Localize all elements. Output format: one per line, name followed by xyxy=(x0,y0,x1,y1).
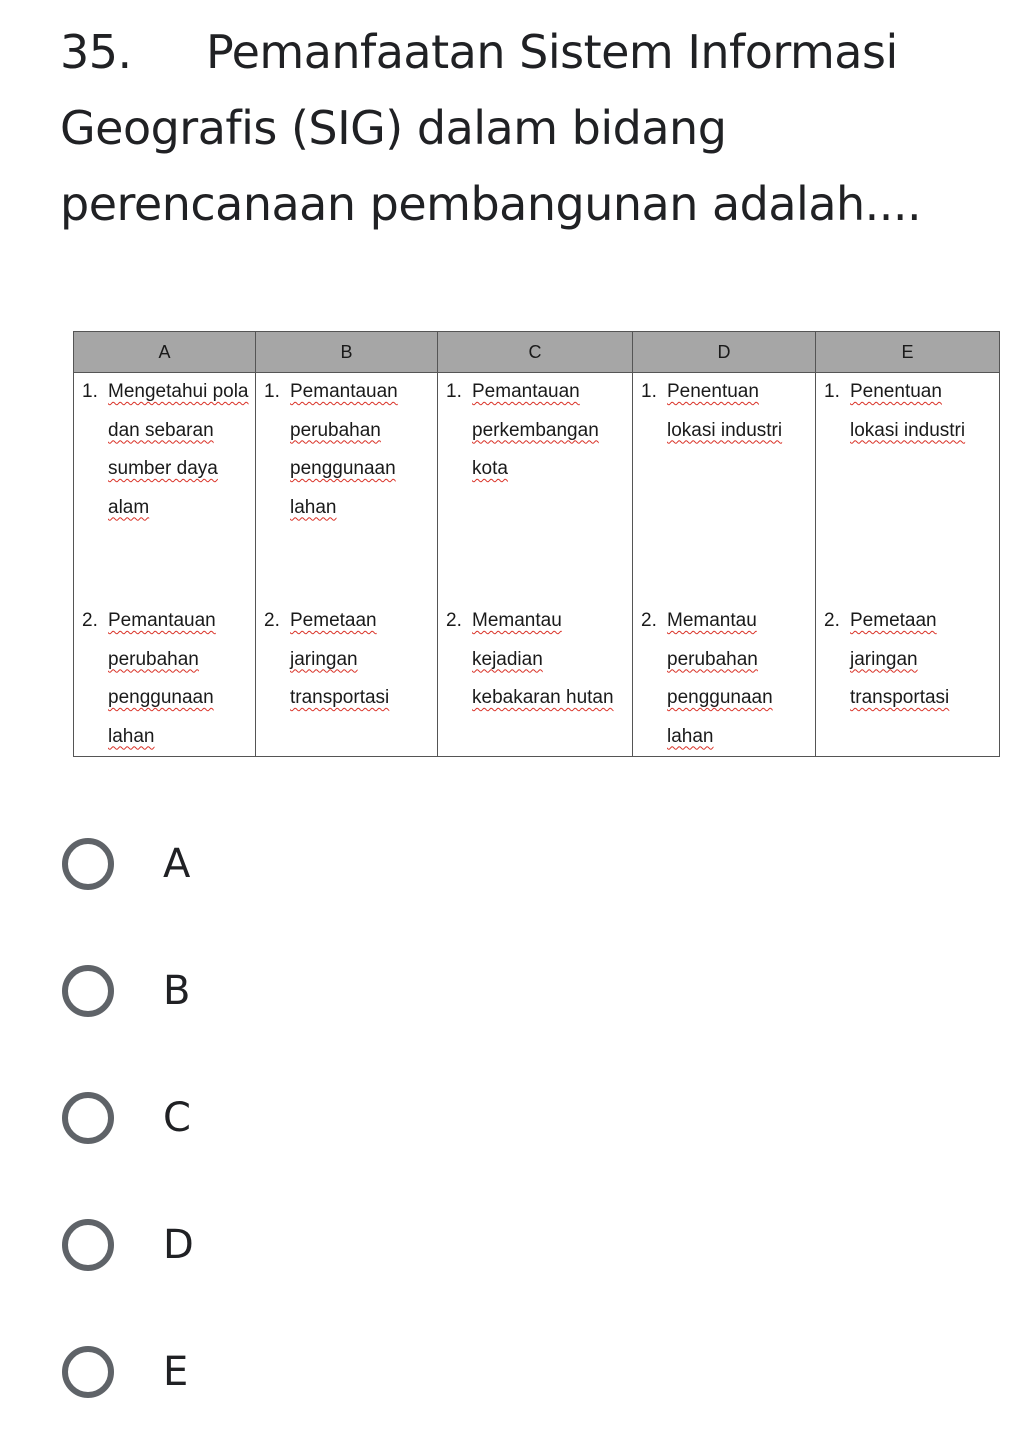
table-cell-c xyxy=(438,373,633,757)
question-text xyxy=(60,14,980,242)
option-e[interactable] xyxy=(60,1308,194,1435)
question-line-3: perencanaan pembangunan adalah.... xyxy=(60,177,922,231)
cell-item-2: 2. Memantau perubahan penggunaan lahan xyxy=(641,610,773,747)
answer-options xyxy=(60,800,194,1435)
cell-item-2: 2. Pemantauan perubahan penggunaan lahan xyxy=(82,610,216,747)
option-label[interactable]: D xyxy=(163,1221,194,1268)
question-line-1: 35. Pemanfaatan Sistem Informasi xyxy=(60,14,980,90)
cell-item-1: 1. Penentuan lokasi industri xyxy=(824,381,966,441)
table-header-c: C xyxy=(438,332,633,373)
option-label[interactable]: A xyxy=(163,840,191,887)
cell-item-1: 1. Mengetahui pola dan sebaran sumber daya alam xyxy=(82,381,249,518)
table-header-row xyxy=(74,332,1000,373)
options-table-image xyxy=(73,331,1000,757)
table-row xyxy=(74,373,1000,757)
radio-unchecked-icon[interactable] xyxy=(62,838,114,890)
table-header-a: A xyxy=(74,332,256,373)
cell-item-1: 1. Pemantauan perkembangan kota xyxy=(446,381,599,479)
table-cell-e xyxy=(816,373,1000,757)
radio-unchecked-icon[interactable] xyxy=(62,1219,114,1271)
question-number: 35. xyxy=(60,25,132,79)
table-cell-b xyxy=(256,373,438,757)
table-header-d: D xyxy=(633,332,816,373)
option-label[interactable]: B xyxy=(163,967,191,1014)
radio-unchecked-icon[interactable] xyxy=(62,1092,114,1144)
option-d[interactable] xyxy=(60,1181,194,1308)
option-a[interactable] xyxy=(60,800,194,927)
table-cell-a xyxy=(74,373,256,757)
cell-item-2: 2. Pemetaan jaringan transportasi xyxy=(264,610,390,708)
cell-item-1: 1. Pemantauan perubahan penggunaan lahan xyxy=(264,381,398,518)
question-line-2: Geografis (SIG) dalam bidang xyxy=(60,101,727,155)
table-header-b: B xyxy=(256,332,438,373)
option-c[interactable] xyxy=(60,1054,194,1181)
option-label[interactable]: C xyxy=(163,1094,191,1141)
table-header-e: E xyxy=(816,332,1000,373)
option-b[interactable] xyxy=(60,927,194,1054)
radio-unchecked-icon[interactable] xyxy=(62,1346,114,1398)
cell-item-2: 2. Pemetaan jaringan transportasi xyxy=(824,610,950,708)
cell-item-2: 2. Memantau kejadian kebakaran hutan xyxy=(446,610,614,708)
radio-unchecked-icon[interactable] xyxy=(62,965,114,1017)
cell-item-1: 1. Penentuan lokasi industri xyxy=(641,381,783,441)
option-label[interactable]: E xyxy=(163,1348,189,1395)
table-cell-d xyxy=(633,373,816,757)
